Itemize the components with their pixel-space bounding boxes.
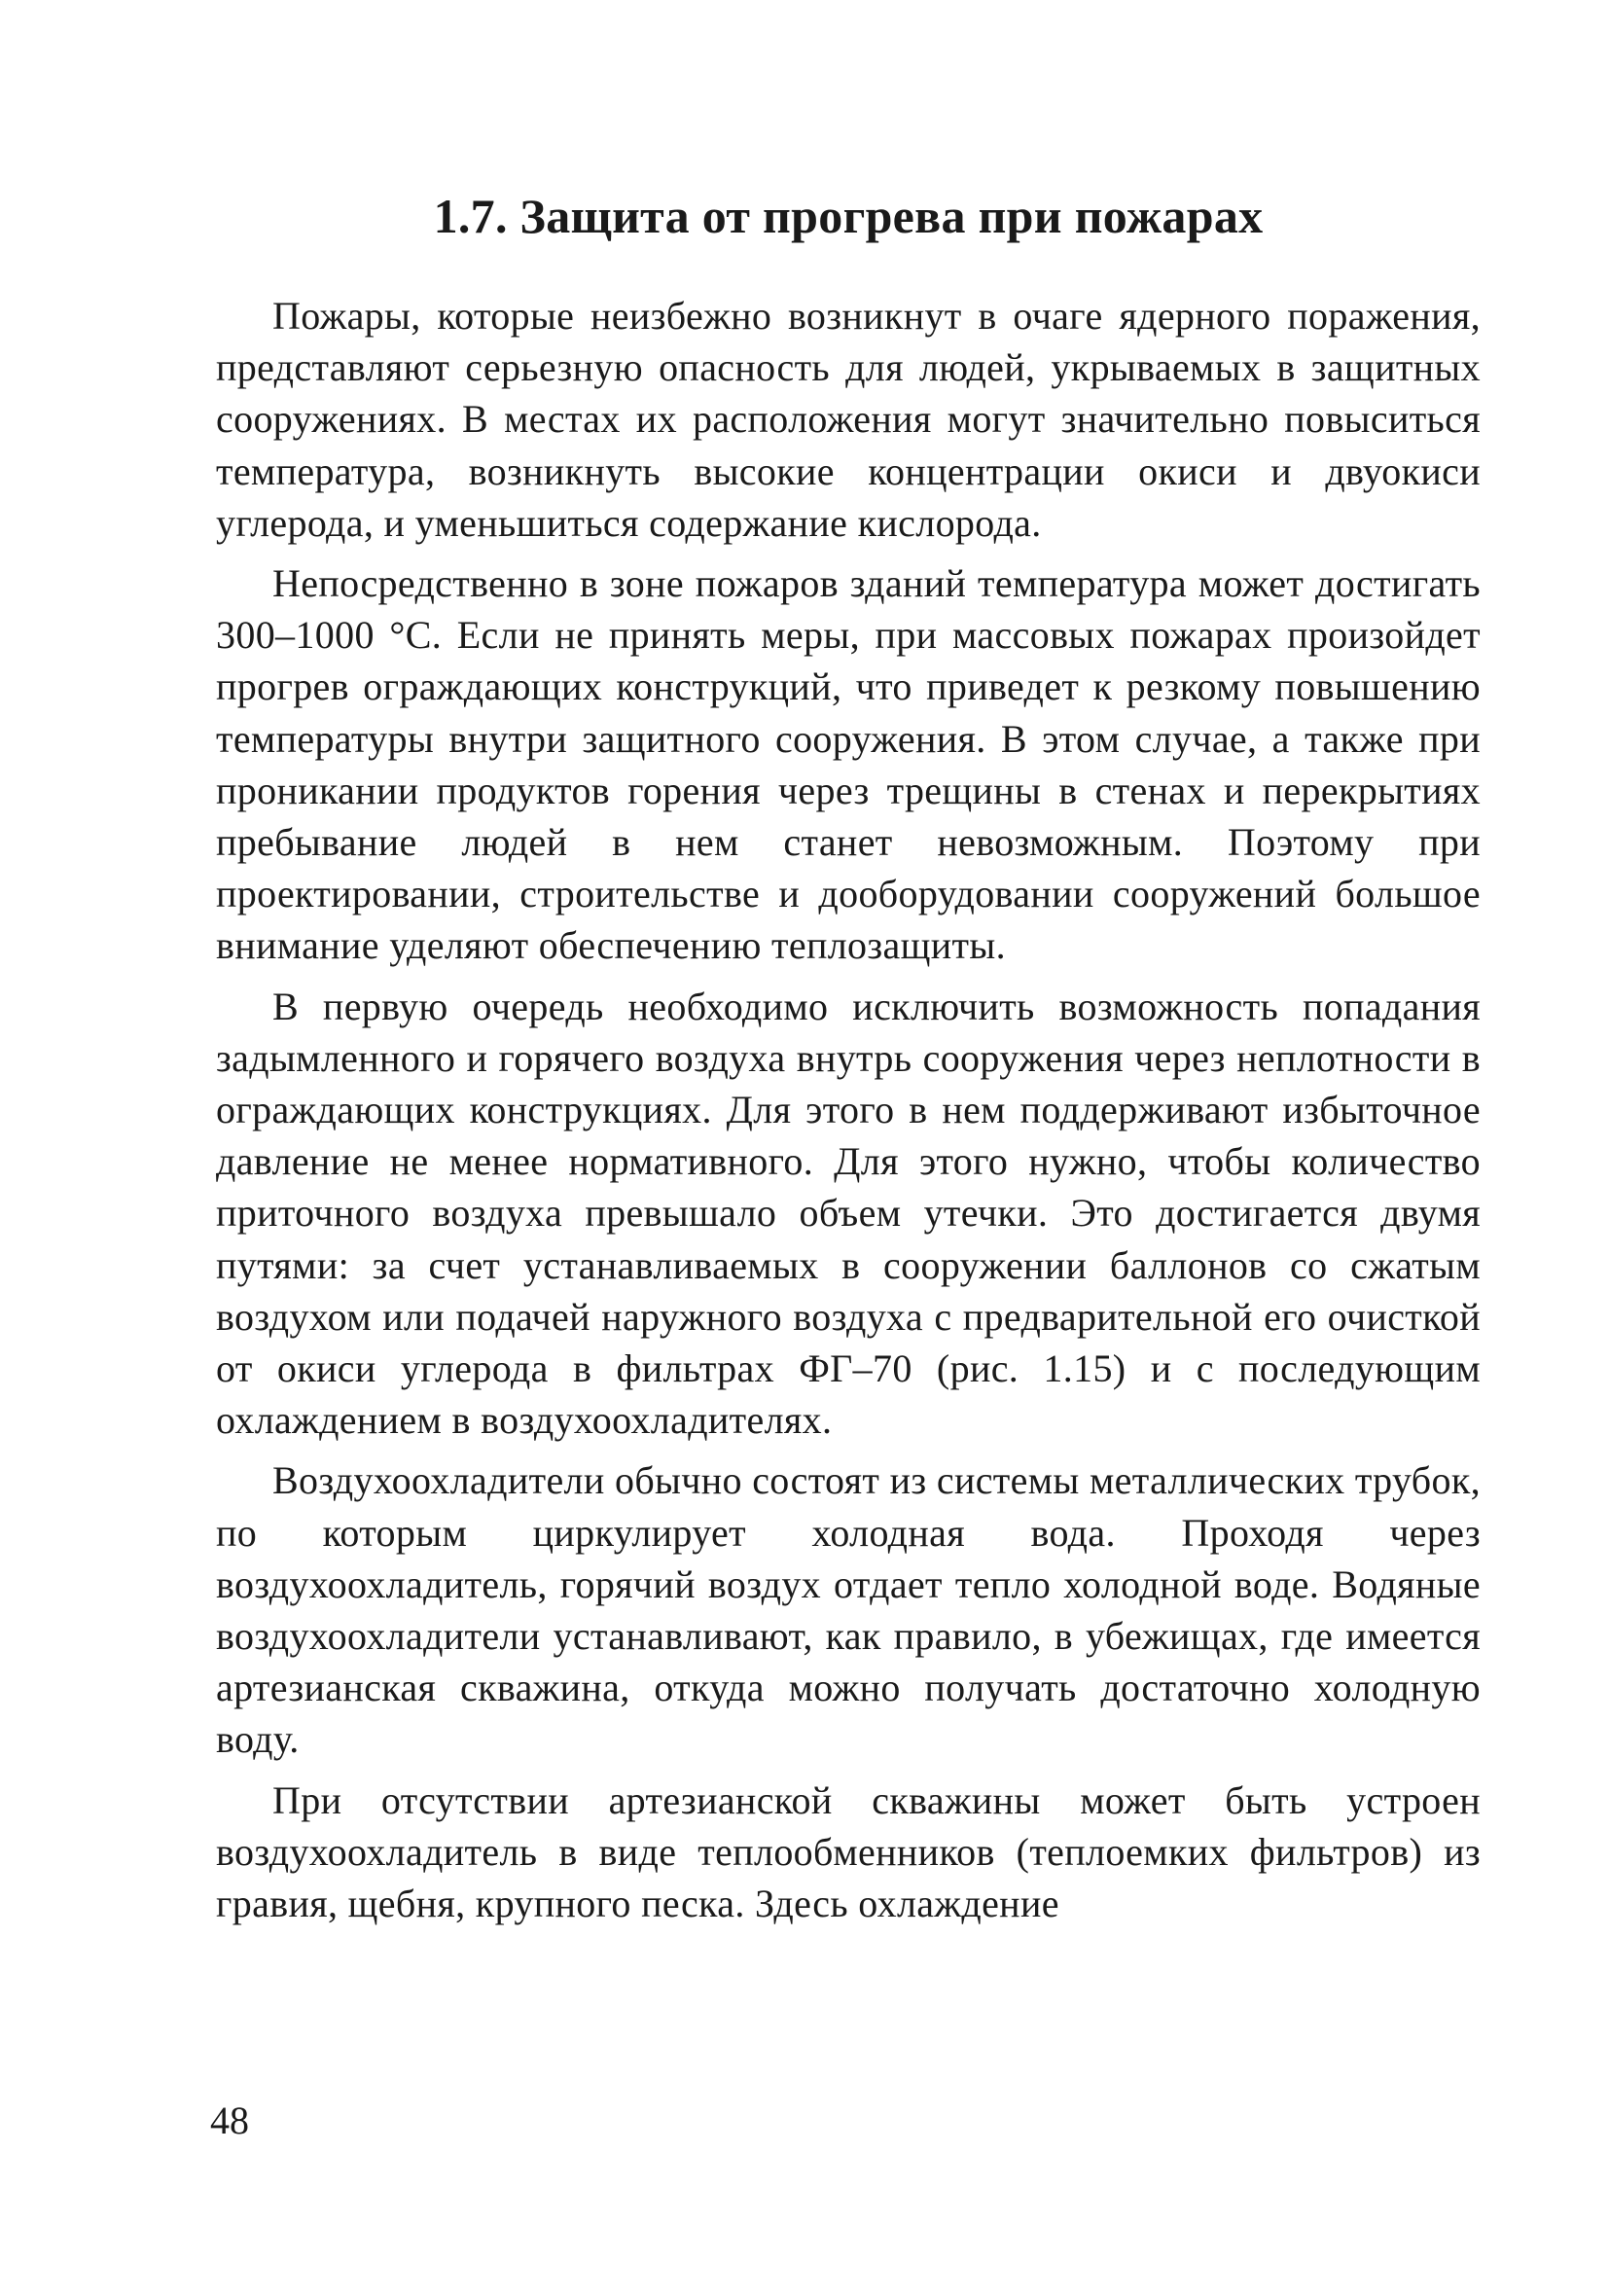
paragraph-fire-danger: Пожары, которые неизбежно возникнут в очаге ядерного поражения, представляют серьезную опасность для людей, укрываемых в защитных сооружениях. В местах их расположения могут значительно повыситься температура, возникнуть высокие концентрации окиси и двуокиси углерода, и уменьшиться содержание кислорода.	[216, 294, 1481, 545]
paragraph-overpressure: В первую очередь необходимо исключить возможность попадания задымленного и горячего воздуха внутрь сооружения через неплотности в ограждающих конструкциях. Для этого в нем поддерживают избыточное давление не менее нормативного. Для этого нужно, чтобы количество приточного воздуха превышало объем утечки. Это достигается двумя путями: за счет устанавливаемых в сооружении баллонов со сжатым воздухом или подачей наружного воздуха с предварительной его очисткой от окиси углерода в фильтрах ФГ–70 (рис. 1.15) и с последующим охлаждением в воздухоохладителях.	[216, 984, 1481, 1443]
body-text	[216, 290, 1481, 1938]
paragraph-heat-exchangers: При отсутствии артезианской скважины может быть устроен воздухоохладитель в виде теплообменников (теплоемких фильтров) из гравия, щебня, крупного песка. Здесь охлаждение	[216, 1777, 1481, 1926]
page-number: 48	[210, 2099, 249, 2142]
paragraph-temperature: Непосредственно в зоне пожаров зданий температура может достигать 300–1000 °С. Если не принять меры, при массовых пожарах произойдет прогрев ограждающих конструкций, что приведет к резкому повышению температуры внутри защитного сооружения. В этом случае, а также при проникании продуктов горения через трещины в стенах и перекрытиях пребывание людей в нем станет невозможным. Поэтому при проектировании, строительстве и дооборудовании сооружений большое внимание уделяют обеспечению теплозащиты.	[216, 561, 1481, 968]
section-heading: 1.7. Защита от прогрева при пожарах	[433, 189, 1264, 243]
paragraph-air-coolers: Воздухоохладители обычно состоят из системы металлических трубок, по которым циркулирует холодная вода. Проходя через воздухоохладитель, горячий воздух отдает тепло холодной воде. Водяные воздухоохладители устанавливают, как правило, в убежищах, где имеется артезианская скважина, откуда можно получать достаточно холодную воду.	[216, 1458, 1481, 1762]
